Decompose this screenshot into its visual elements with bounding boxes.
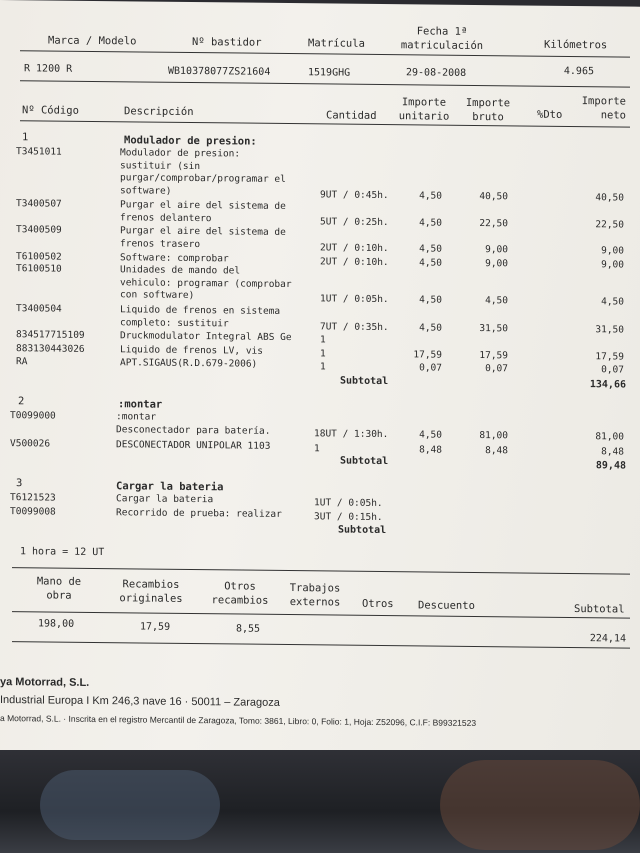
line-gross: 9,00 [485, 258, 508, 270]
line-qty: 1UT / 0:05h. [320, 293, 389, 306]
line-code: 883130443026 [16, 343, 85, 355]
line-qty: 18UT / 1:30h. [314, 427, 389, 440]
line-unit-price: 4,50 [419, 322, 442, 334]
line-qty: 1UT / 0:05h. [314, 497, 383, 510]
section-3-num: 3 [16, 477, 23, 490]
line-desc: Druckmodulator Integral ABS Ge [120, 330, 292, 344]
tot-labor-header: Mano de obra [36, 575, 82, 602]
model-header: Marca / Modelo [48, 34, 137, 48]
vehicle-reg-date: 29-08-2008 [406, 67, 467, 79]
line-desc: frenos trasero [120, 237, 201, 250]
line-code: T6121523 [10, 492, 56, 504]
line-desc: con software) [120, 289, 195, 302]
line-net: 31,50 [595, 323, 624, 336]
line-desc: Desconectador para batería. [116, 423, 271, 437]
footer-company: ya Motorrad, S.L. [0, 676, 90, 689]
line-desc: Purgar el aire del sistema de [120, 199, 286, 212]
line-net: 4,50 [601, 296, 624, 308]
line-qty: 1 [320, 334, 326, 346]
line-code: T3451011 [16, 146, 62, 158]
km-header: Kilómetros [544, 38, 608, 52]
col-desc: Descripción [124, 105, 194, 119]
tot-subtotal-value: 224,14 [589, 633, 626, 645]
tot-subtotal-header: Subtotal [574, 603, 625, 616]
line-code: T6100502 [16, 251, 62, 263]
section-2-num: 2 [18, 395, 25, 408]
tot-other-parts-value: 8,55 [236, 623, 261, 635]
line-unit-price: 8,48 [419, 444, 442, 456]
tot-labor-value: 198,00 [38, 618, 75, 630]
line-net: 9,00 [601, 244, 624, 257]
line-net [570, 500, 624, 501]
col-qty: Cantidad [326, 109, 377, 122]
line-code: T0099000 [10, 410, 56, 422]
line-qty: 1 [320, 348, 326, 360]
line-code: T0099008 [10, 506, 56, 518]
tot-discount-header: Descuento [418, 599, 475, 612]
line-desc: Unidades de mando del [120, 264, 241, 277]
line-desc: Purgar el aire del sistema de [120, 225, 286, 238]
line-net [570, 337, 624, 338]
line-qty: 1 [320, 361, 326, 373]
line-unit-price: 0,07 [419, 362, 442, 374]
plate-header: Matrícula [308, 37, 365, 50]
section-3-subtotal-label: Subtotal [338, 524, 387, 537]
line-desc: sustituir (sin [120, 159, 201, 172]
line-net: 81,00 [595, 430, 624, 443]
line-unit-price: 4,50 [419, 243, 442, 255]
tot-other-parts-header: Otros recambios [211, 580, 269, 607]
footer-registry: a Motorrad, S.L. · Inscrita en el registro Mercantil de Zaragoza, Tomo: 3861, Libro: 0, Folio: 1, Hoja: Z52096, C.I.F: B99321523 [0, 713, 477, 728]
footer-address: Industrial Europa I Km 246,3 nave 16 · 50011 – Zaragoza [0, 694, 280, 709]
divider [20, 120, 630, 127]
line-gross: 31,50 [479, 322, 508, 335]
section-3-subtotal [570, 527, 626, 528]
col-gross: Importe bruto [465, 96, 511, 124]
col-unit: Importe unitario [398, 96, 450, 123]
ut-note: 1 hora = 12 UT [20, 546, 105, 559]
divider [20, 50, 630, 57]
line-code: T3400504 [16, 303, 62, 315]
line-qty: 7UT / 0:35h. [320, 321, 389, 333]
line-desc: completo: sustituir [120, 316, 229, 330]
section-2-title: :montar [118, 398, 163, 411]
line-desc: :montar [116, 411, 157, 423]
line-gross [460, 499, 508, 500]
line-qty: 9UT / 0:45h. [320, 189, 389, 202]
line-gross: 81,00 [479, 429, 508, 442]
line-unit-price: 4,50 [419, 190, 442, 202]
col-disc: %Dto [537, 108, 563, 121]
line-qty: 2UT / 0:10h. [320, 242, 389, 254]
line-unit-price: 4,50 [419, 429, 442, 441]
divider [20, 80, 630, 87]
line-qty: 2UT / 0:10h. [320, 256, 389, 269]
section-3-title: Cargar la bateria [116, 480, 224, 494]
line-gross [460, 513, 508, 514]
section-1-subtotal: 134,66 [589, 379, 626, 391]
line-unit-price: 4,50 [419, 217, 442, 229]
line-gross: 4,50 [485, 295, 508, 307]
line-gross [460, 336, 508, 337]
line-code: T3400507 [16, 198, 62, 210]
line-code: 834517715109 [16, 329, 85, 341]
line-gross: 8,48 [485, 445, 508, 457]
tot-external-header: Trabajos externos [289, 582, 341, 609]
line-net [570, 514, 624, 515]
line-qty: 1 [314, 443, 320, 455]
line-gross: 17,59 [479, 350, 508, 362]
line-code: T3400509 [16, 224, 62, 236]
line-desc: Liquido de frenos en sistema [120, 304, 281, 317]
line-code: RA [16, 356, 28, 368]
divider [12, 641, 630, 648]
line-unit-price: 4,50 [419, 257, 442, 269]
line-net: 9,00 [601, 259, 624, 271]
reg-date-header: Fecha 1ª matriculación [400, 25, 484, 53]
vehicle-plate: 1519GHG [308, 67, 351, 79]
line-gross: 9,00 [485, 243, 508, 256]
section-2-subtotal-label: Subtotal [340, 455, 389, 468]
line-desc: Liquido de frenos LV, vis [120, 344, 263, 357]
line-net: 17,59 [595, 351, 624, 363]
line-desc: Recorrido de prueba: realizar [116, 507, 282, 520]
line-net: 22,50 [595, 218, 624, 231]
line-desc: Modulador de presion: [120, 147, 241, 160]
tot-parts-value: 17,59 [140, 621, 171, 633]
section-1-title: Modulador de presion: [124, 134, 257, 148]
section-1-num: 1 [22, 131, 29, 144]
line-gross: 22,50 [479, 217, 508, 230]
divider [12, 611, 630, 618]
line-desc: APT.SIGAUS(R.D.679-2006) [120, 357, 258, 370]
tot-others-header: Otros [362, 597, 394, 611]
line-desc: Cargar la bateria [116, 493, 214, 506]
section-1-subtotal-label: Subtotal [340, 375, 389, 388]
line-desc: vehiculo: programar (comprobar [120, 276, 292, 290]
line-unit-price: 4,50 [419, 294, 442, 307]
line-gross: 0,07 [485, 363, 508, 375]
line-code: V500026 [10, 438, 51, 450]
background-surface [0, 750, 640, 853]
line-net: 40,50 [595, 192, 624, 204]
divider [12, 567, 630, 574]
line-unit-price: 17,59 [413, 349, 442, 361]
line-qty: 3UT / 0:15h. [314, 511, 383, 524]
line-net: 8,48 [601, 446, 624, 458]
line-desc: purgar/comprobar/programar el [120, 172, 286, 186]
col-code: Nº Código [22, 104, 79, 117]
line-desc: Software: comprobar [120, 252, 229, 265]
col-net: Importe neto [581, 95, 626, 122]
line-desc: frenos delantero [120, 211, 212, 224]
tot-parts-header: Recambios originales [119, 578, 183, 605]
vehicle-vin: WB10378077ZS21604 [168, 65, 271, 78]
vin-header: Nº bastidor [192, 36, 262, 49]
line-desc: DESCONECTADOR UNIPOLAR 1103 [116, 439, 271, 452]
section-2-subtotal: 89,48 [595, 460, 626, 472]
line-qty: 5UT / 0:25h. [320, 216, 389, 228]
line-desc: software) [120, 185, 172, 197]
line-net: 0,07 [601, 364, 624, 376]
line-gross: 40,50 [479, 191, 508, 203]
vehicle-model: R 1200 R [24, 63, 73, 75]
vehicle-km: 4.965 [563, 65, 594, 78]
line-code: T6100510 [16, 263, 62, 275]
